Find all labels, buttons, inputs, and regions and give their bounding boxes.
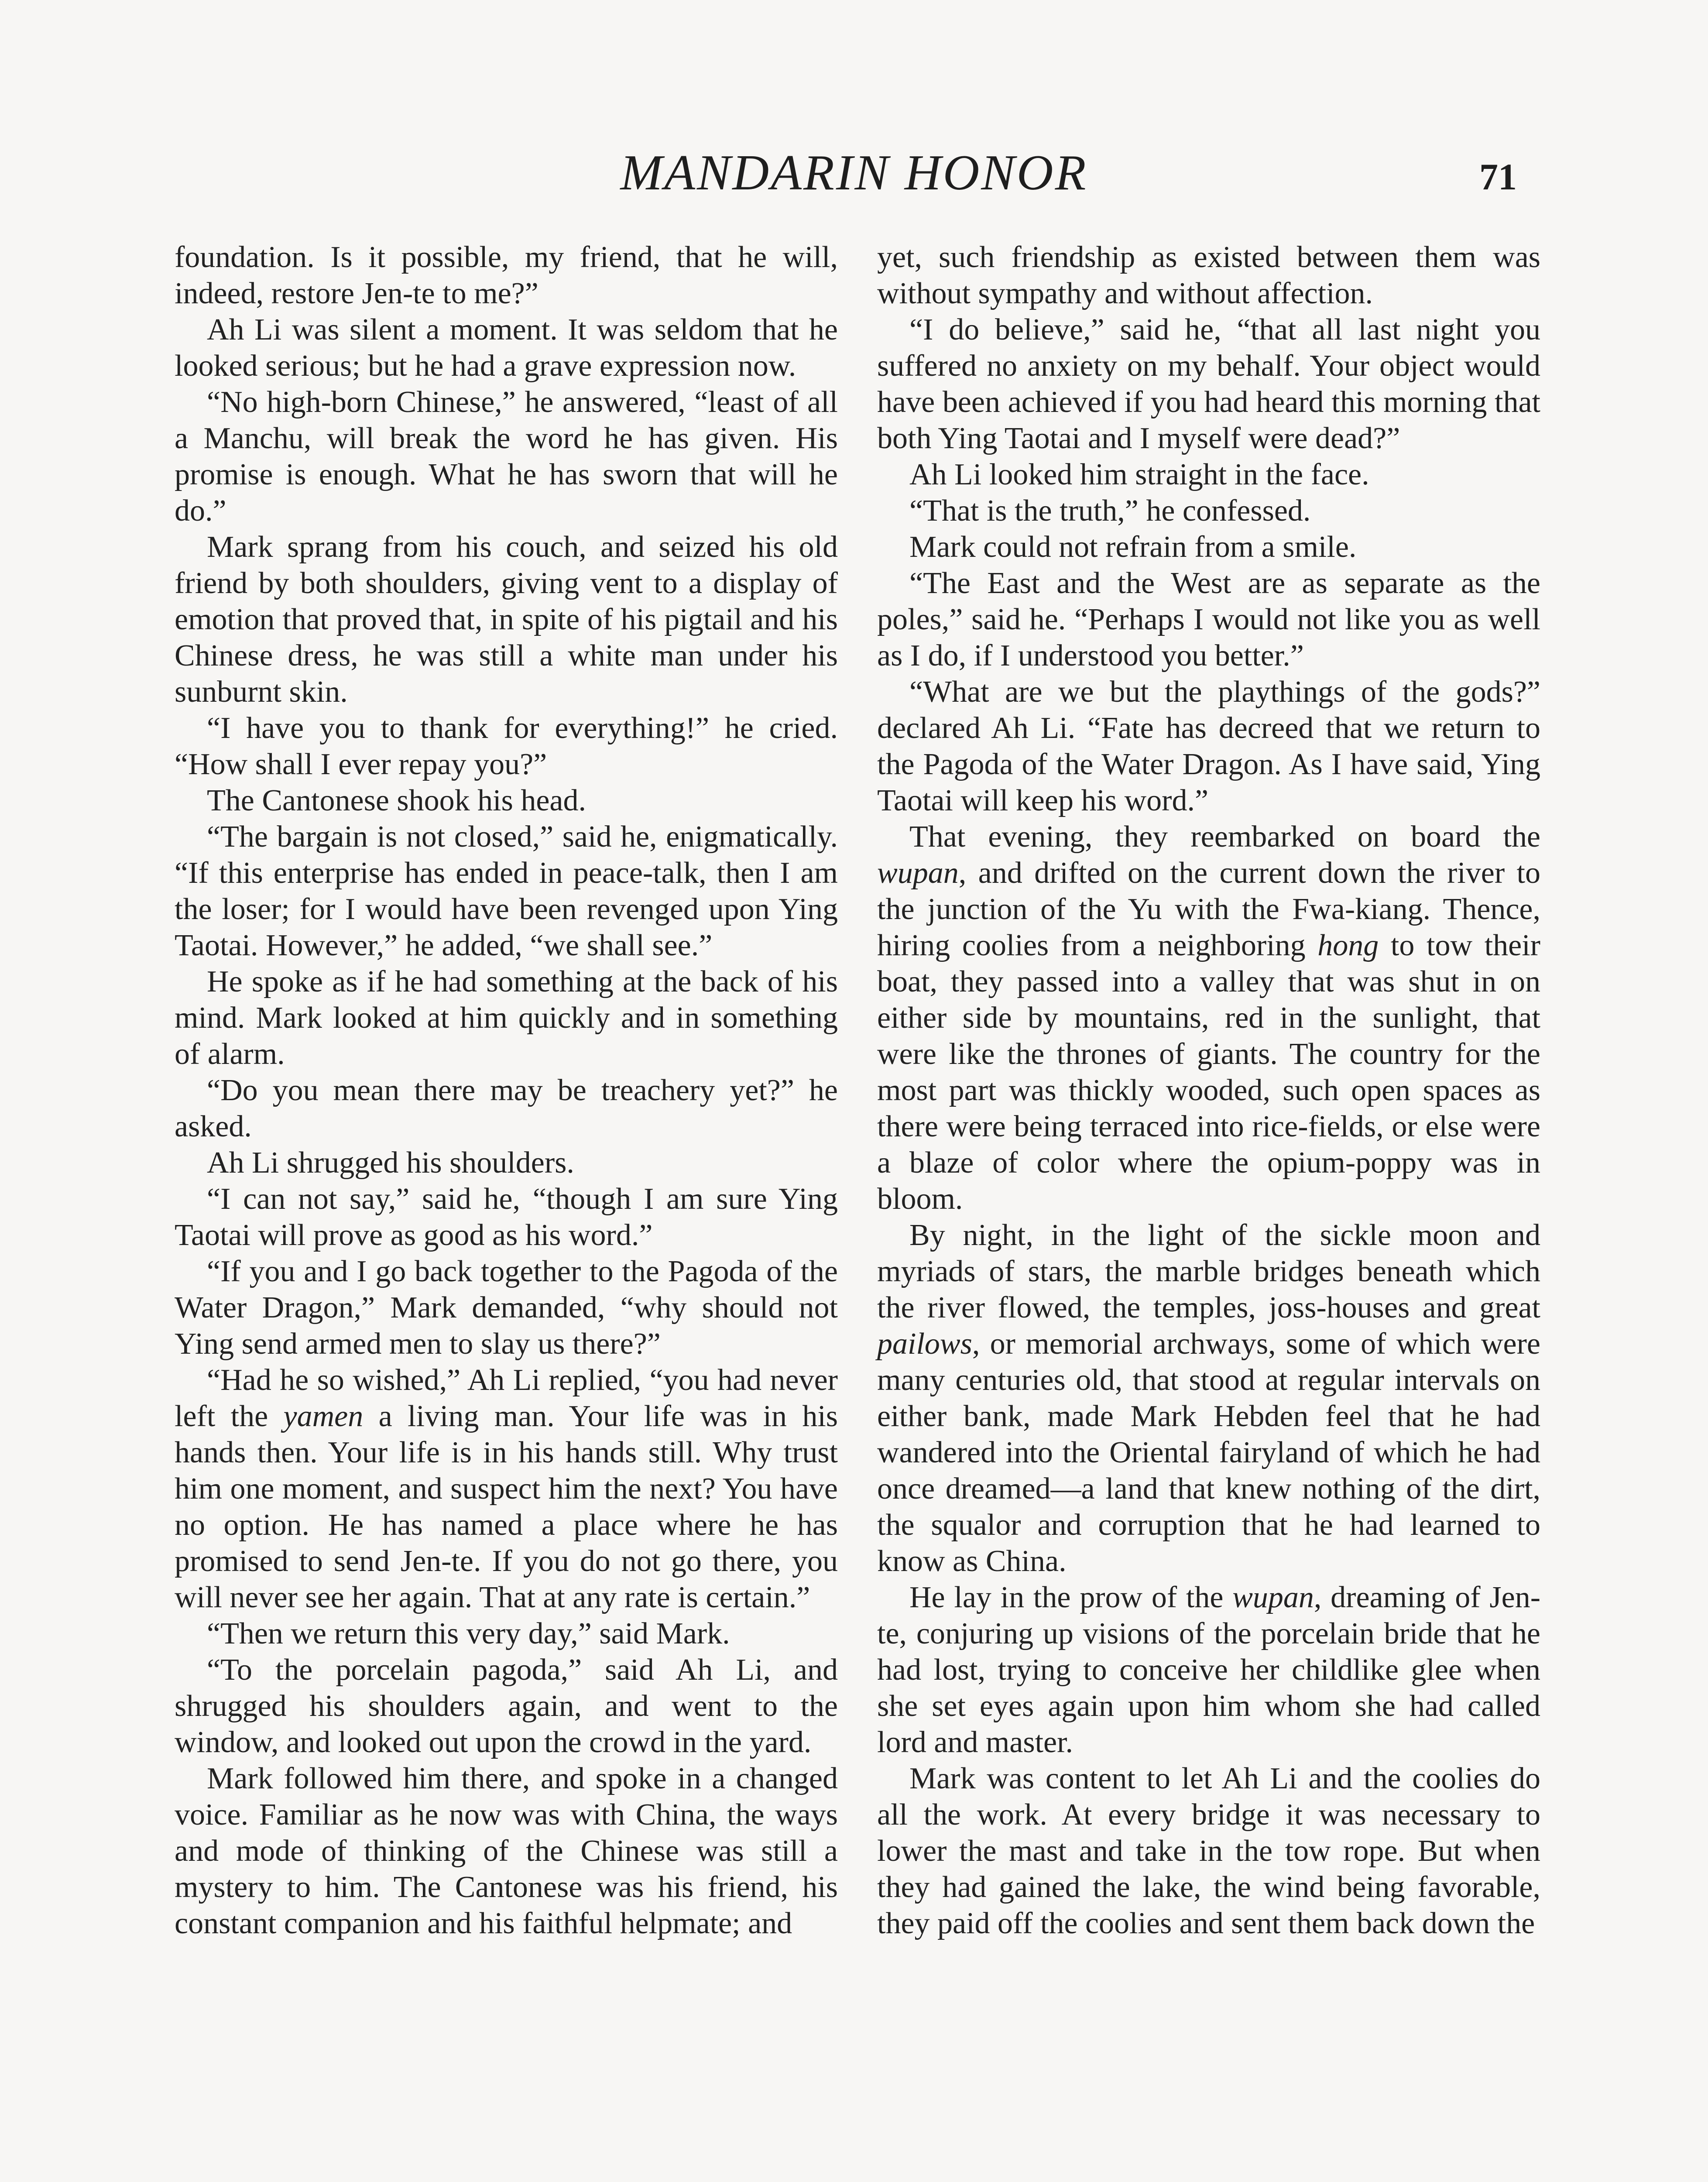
left-column-paragraph [175,1072,838,1145]
right-column-paragraph [877,819,1540,1217]
paragraph-text: “Then we return this very day,” said Mark. [207,1617,730,1650]
right-column-paragraph [877,456,1540,493]
italic-term: pailows [877,1327,972,1361]
paragraph-text: Ah Li looked him straight in the face. [909,458,1369,491]
italic-term: yamen [283,1400,364,1433]
left-column-paragraph [175,384,838,529]
paragraph-text: Ah Li shrugged his shoulders. [207,1146,574,1180]
left-text-column [175,239,838,1942]
page-header-title: MANDARIN HONOR [620,145,1088,201]
right-column-paragraph [877,239,1540,312]
right-column-paragraph [877,565,1540,674]
paragraph-text: “I have you to thank for everything!” he cried. “How shall I ever repay you?” [175,711,838,781]
left-column-paragraph [175,529,838,710]
paragraph-text: He spoke as if he had something at the back of his mind. Mark looked at him quickly and in something of alarm. [175,965,838,1071]
left-column-paragraph [175,312,838,384]
paragraph-text: He lay in the prow of the [909,1581,1233,1614]
paragraph-text: foundation. Is it possible, my friend, that he will, indeed, restore Jen-te to me?” [175,240,838,310]
left-column-paragraph [175,1616,838,1652]
left-column-paragraph [175,1652,838,1760]
paragraph-text: By night, in the light of the sickle moon and myriads of stars, the marble bridges beneath which the river flowed, the temples, joss-houses and great [877,1218,1540,1324]
right-column-paragraph [877,529,1540,565]
left-column-paragraph [175,782,838,819]
paragraph-text: , or memorial archways, some of which were many centuries old, that stood at regular intervals on either bank, made Mark Hebden feel that he had wandered into the Oriental fairyland of which he had once dreamed—a land that knew nothing of the dirt, the squalor and corruption that he had learned to know as China. [877,1327,1540,1578]
paragraph-text: “That is the truth,” he confessed. [909,494,1311,528]
paragraph-text: “To the porcelain pagoda,” said Ah Li, and shrugged his shoulders again, and went to the window, and looked out upon the crowd in the yard. [175,1653,838,1759]
paragraph-text: “Do you mean there may be treachery yet?” he asked. [175,1074,838,1143]
left-column-paragraph [175,1181,838,1253]
left-column-paragraph [175,239,838,312]
italic-term: hong [1317,929,1379,962]
right-column-paragraph [877,493,1540,529]
paragraph-text: “I can not say,” said he, “though I am sure Ying Taotai will prove as good as his word.” [175,1182,838,1252]
paragraph-text: Mark could not refrain from a smile. [909,530,1357,564]
left-column-paragraph [175,819,838,964]
left-column-paragraph [175,1362,838,1616]
page-number: 71 [1479,156,1517,198]
right-column-paragraph [877,312,1540,456]
paragraph-text: yet, such friendship as existed between them was without sympathy and without affection. [877,240,1540,310]
paragraph-text: “If you and I go back together to the Pagoda of the Water Dragon,” Mark demanded, “why should not Ying send armed men to slay us there?” [175,1255,838,1361]
paragraph-text: That evening, they reembarked on board the [909,820,1540,854]
paragraph-text: Mark was content to let Ah Li and the coolies do all the work. At every bridge it was necessary to lower the mast and take in the tow rope. But when they had gained the lake, the wind being favorable, they paid off the coolies and sent them back down the [877,1762,1540,1940]
right-column-paragraph [877,1760,1540,1942]
paragraph-text: “What are we but the playthings of the gods?” declared Ah Li. “Fate has decreed that we return to the Pagoda of the Water Dragon. As I have said, Ying Taotai will keep his word.” [877,675,1540,817]
paragraph-text: a living man. Your life was in his hands then. Your life is in his hands still. Why trust him one moment, and suspect him the next? You have no option. He has named a place where he has promised to send Jen-te. If you do not go there, you will never see her again. That at any rate is certain.” [175,1400,838,1614]
right-column-paragraph [877,674,1540,819]
paragraph-text: “The East and the West are as separate as the poles,” said he. “Perhaps I would not like you as well as I do, if I understood you better.” [877,566,1540,672]
left-column-paragraph [175,1145,838,1181]
paragraph-text: “I do believe,” said he, “that all last night you suffered no anxiety on my behalf. Your object would have been achieved if you had heard this morning that both Ying Taotai and I myself were dead?” [877,313,1540,455]
italic-term: wupan [877,856,959,890]
paragraph-text: , and drifted on the current down the river to the junction of the Yu with the Fwa-kiang. Thence, hiring coolies from a neighboring [877,856,1540,962]
paragraph-text: Mark sprang from his couch, and seized his old friend by both shoulders, giving vent to a display of emotion that proved that, in spite of his pigtail and his Chinese dress, he was still a white man under his sunburnt skin. [175,530,838,709]
right-column-paragraph [877,1579,1540,1760]
italic-term: wupan [1232,1581,1314,1614]
paragraph-text: , dreaming of Jen-te, conjuring up visions of the porcelain bride that he had lost, trying to conceive her childlike glee when she set eyes again upon him whom she had called lord and master. [877,1581,1540,1759]
left-column-paragraph [175,1760,838,1942]
paragraph-text: to tow their boat, they passed into a valley that was shut in on either side by mountains, red in the sunlight, that were like the thrones of giants. The country for the most part was thickly wooded, such open spaces as there were being terraced into rice-fields, or else were a blaze of color where the opium-poppy was in bloom. [877,929,1540,1216]
right-text-column [877,239,1540,1942]
paragraph-text: Mark followed him there, and spoke in a changed voice. Familiar as he now was with China, the ways and mode of thinking of the Chinese was still a mystery to him. The Cantonese was his friend, his constant companion and his faithful helpmate; and [175,1762,838,1940]
paragraph-text: The Cantonese shook his head. [207,784,586,817]
right-column-paragraph [877,1217,1540,1579]
paragraph-text: Ah Li was silent a moment. It was seldom that he looked serious; but he had a grave expression now. [175,313,838,383]
left-column-paragraph [175,710,838,782]
paragraph-text: “The bargain is not closed,” said he, enigmatically. “If this enterprise has ended in peace-talk, then I am the loser; for I would have been revenged upon Ying Taotai. However,” he added, “we shall see.” [175,820,838,962]
paragraph-text: “Had he so wished,” Ah Li replied, “you had never left the [175,1363,838,1433]
left-column-paragraph [175,964,838,1072]
left-column-paragraph [175,1253,838,1362]
paragraph-text: “No high-born Chinese,” he answered, “least of all a Manchu, will break the word he has given. His promise is enough. What he has sworn that will he do.” [175,385,838,528]
